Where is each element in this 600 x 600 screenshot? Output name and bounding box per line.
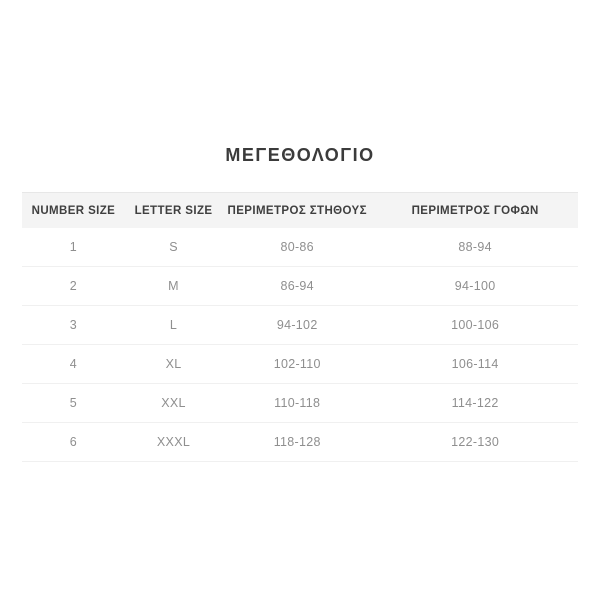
- cell-hip-range: 114-122: [451, 396, 499, 410]
- cell-chest-range: 80-86: [280, 240, 314, 254]
- cell-hip-range: 106-114: [451, 357, 499, 371]
- header-cell-letter-size: LETTER SIZE: [134, 204, 213, 217]
- cell-letter-size: XXL: [161, 396, 186, 410]
- header-cell-chest-circumference: ΠΕΡΙΜΕΤΡΟΣ ΣΤΗΘΟΥΣ: [227, 204, 367, 217]
- size-table: [22, 192, 578, 462]
- table-row: [22, 267, 578, 306]
- cell-hip-range: 88-94: [458, 240, 492, 254]
- cell-hip-range: 122-130: [451, 435, 500, 449]
- cell-letter-size: XL: [165, 357, 182, 371]
- cell-letter-size: M: [168, 279, 179, 293]
- cell-number-size: 3: [69, 318, 78, 332]
- table-row: [22, 228, 578, 267]
- header-cell-number-size: NUMBER SIZE: [31, 204, 116, 217]
- cell-number-size: 2: [69, 279, 78, 293]
- cell-letter-size: S: [169, 240, 178, 254]
- table-row: [22, 423, 578, 462]
- cell-hip-range: 100-106: [451, 318, 500, 332]
- cell-number-size: 1: [69, 240, 78, 254]
- cell-hip-range: 94-100: [454, 279, 496, 293]
- page-title: ΜΕΓΕΘΟΛΟΓΙΟ: [225, 145, 375, 165]
- header-cell-hip-circumference: ΠΕΡΙΜΕΤΡΟΣ ΓΟΦΩΝ: [411, 204, 539, 217]
- cell-number-size: 6: [69, 435, 78, 449]
- table-row: [22, 384, 578, 423]
- cell-number-size: 5: [69, 396, 78, 410]
- table-header-row: [22, 192, 578, 228]
- cell-letter-size: L: [169, 318, 178, 332]
- cell-chest-range: 118-128: [273, 435, 321, 449]
- table-row: [22, 306, 578, 345]
- cell-chest-range: 86-94: [280, 279, 314, 293]
- cell-number-size: 4: [69, 357, 78, 371]
- cell-chest-range: 110-118: [274, 396, 321, 410]
- table-row: [22, 345, 578, 384]
- cell-chest-range: 94-102: [276, 318, 318, 332]
- cell-chest-range: 102-110: [273, 357, 321, 371]
- cell-letter-size: XXXL: [156, 435, 191, 449]
